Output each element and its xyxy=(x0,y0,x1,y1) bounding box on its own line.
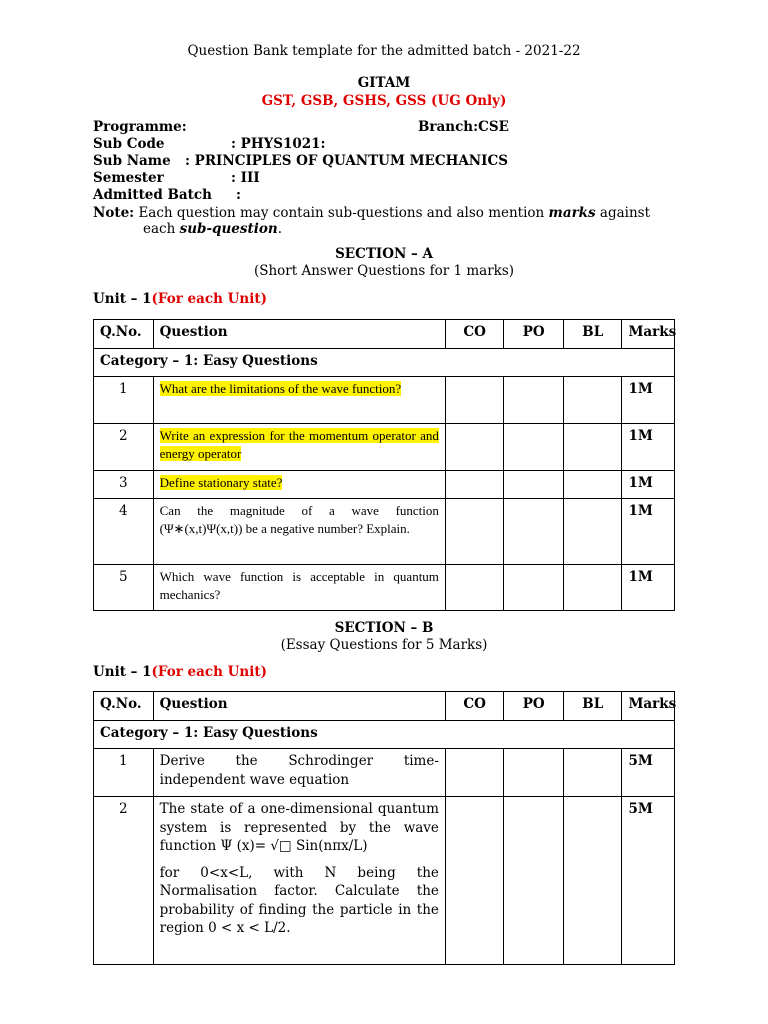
section-a-table xyxy=(93,319,675,611)
bl-cell xyxy=(564,499,622,565)
question-text: Can the magnitude of a wave function (Ψ∗(x,t)Ψ(x,t)) be a negative number? Explain. xyxy=(159,503,439,536)
marks-cell: 1M xyxy=(622,499,675,565)
question-number: 1 xyxy=(94,377,154,424)
bl-cell xyxy=(564,565,622,611)
schools-line: GST, GSB, GSHS, GSS (UG Only) xyxy=(261,93,507,109)
question-text: Define stationary state? xyxy=(159,475,283,490)
po-cell xyxy=(504,424,564,471)
po-cell xyxy=(504,377,564,424)
question-number: 1 xyxy=(94,749,154,797)
note-text-d: . xyxy=(277,221,282,237)
po-cell xyxy=(504,471,564,499)
note-subquestion: sub-question xyxy=(179,221,278,237)
bl-cell xyxy=(564,797,622,965)
co-cell xyxy=(445,749,503,797)
question-number: 5 xyxy=(94,565,154,611)
po-cell xyxy=(504,749,564,797)
section-a-title: SECTION – A xyxy=(335,246,433,262)
header-po: PO xyxy=(504,692,564,721)
table-header-row xyxy=(94,320,675,349)
note-text-b: against xyxy=(595,205,651,221)
section-b-title: SECTION – B xyxy=(334,620,434,636)
table-row xyxy=(94,749,675,797)
question-cell xyxy=(153,565,445,611)
semester-value: : III xyxy=(231,170,260,186)
category-row xyxy=(94,349,675,377)
marks-cell: 1M xyxy=(622,471,675,499)
table-row xyxy=(94,565,675,611)
header-marks: Marks xyxy=(622,692,675,721)
category-label: Category – 1: Easy Questions xyxy=(94,349,675,377)
question-cell xyxy=(153,749,445,797)
header-co: CO xyxy=(445,692,503,721)
note-line-1 xyxy=(93,205,650,221)
unit-note: (For each Unit) xyxy=(151,664,267,680)
question-text-part-1: The state of a one-dimensional quantum system is represented by the wave function Ψ (x)= √□ Sin(nπx/L) xyxy=(159,801,439,854)
co-cell xyxy=(445,471,503,499)
question-number: 3 xyxy=(94,471,154,499)
question-cell xyxy=(153,377,445,424)
header-marks: Marks xyxy=(622,320,675,349)
marks-cell: 5M xyxy=(622,797,675,965)
bl-cell xyxy=(564,377,622,424)
header-po: PO xyxy=(504,320,564,349)
table-row xyxy=(94,377,675,424)
programme-label: Programme: xyxy=(93,119,187,135)
university-name: GITAM xyxy=(357,75,411,91)
note-marks: marks xyxy=(548,205,596,221)
admitted-batch-value: : xyxy=(236,187,241,203)
template-title: Question Bank template for the admitted batch - 2021-22 xyxy=(187,43,581,59)
section-a-unit xyxy=(93,291,267,307)
category-row xyxy=(94,721,675,749)
marks-cell: 1M xyxy=(622,565,675,611)
co-cell xyxy=(445,565,503,611)
table-row xyxy=(94,797,675,965)
section-a-subtitle: (Short Answer Questions for 1 marks) xyxy=(253,263,515,279)
header-qno: Q.No. xyxy=(94,320,154,349)
marks-cell: 5M xyxy=(622,749,675,797)
question-text: What are the limitations of the wave function? xyxy=(159,381,402,396)
unit-label: Unit – 1 xyxy=(93,291,152,307)
sub-name-value: : PRINCIPLES OF QUANTUM MECHANICS xyxy=(185,153,508,169)
unit-note: (For each Unit) xyxy=(151,291,267,307)
bl-cell xyxy=(564,749,622,797)
co-cell xyxy=(445,797,503,965)
section-b-unit xyxy=(93,664,267,680)
header-bl: BL xyxy=(564,692,622,721)
table-row xyxy=(94,424,675,471)
note-text-c: each xyxy=(143,221,180,237)
header-question: Question xyxy=(153,320,445,349)
question-cell xyxy=(153,797,445,965)
bl-cell xyxy=(564,471,622,499)
question-text: Which wave function is acceptable in quantum mechanics? xyxy=(159,569,439,602)
marks-cell: 1M xyxy=(622,424,675,471)
semester-label: Semester xyxy=(93,170,164,186)
po-cell xyxy=(504,797,564,965)
table-header-row xyxy=(94,692,675,721)
question-text-part-2: for 0<x<L, with N being the Normalisation factor. Calculate the probability of finding the particle in the region 0 < x < L/2. xyxy=(159,864,439,936)
question-number: 2 xyxy=(94,797,154,965)
question-text: Write an expression for the momentum operator and energy operator xyxy=(159,428,439,461)
sub-code-value: : PHYS1021: xyxy=(231,136,326,152)
header-qno: Q.No. xyxy=(94,692,154,721)
bl-cell xyxy=(564,424,622,471)
co-cell xyxy=(445,424,503,471)
note-text-a: Each question may contain sub-questions and also mention xyxy=(134,205,549,221)
question-text: Derive the Schrodinger time-independent wave equation xyxy=(159,753,439,788)
category-label: Category – 1: Easy Questions xyxy=(94,721,675,749)
header-question: Question xyxy=(153,692,445,721)
question-cell xyxy=(153,471,445,499)
header-co: CO xyxy=(445,320,503,349)
header-bl: BL xyxy=(564,320,622,349)
marks-cell: 1M xyxy=(622,377,675,424)
co-cell xyxy=(445,377,503,424)
admitted-batch-label: Admitted Batch xyxy=(93,187,212,203)
co-cell xyxy=(445,499,503,565)
sub-name-label: Sub Name xyxy=(93,153,171,169)
po-cell xyxy=(504,565,564,611)
question-cell xyxy=(153,424,445,471)
question-number: 4 xyxy=(94,499,154,565)
section-b-table xyxy=(93,691,675,965)
table-row xyxy=(94,471,675,499)
question-number: 2 xyxy=(94,424,154,471)
question-cell xyxy=(153,499,445,565)
note-label: Note: xyxy=(93,205,135,221)
section-b-subtitle: (Essay Questions for 5 Marks) xyxy=(280,637,488,653)
sub-code-label: Sub Code xyxy=(93,136,165,152)
note-line-2 xyxy=(143,221,282,237)
unit-label: Unit – 1 xyxy=(93,664,152,680)
table-row xyxy=(94,499,675,565)
branch-label: Branch:CSE xyxy=(418,119,509,135)
po-cell xyxy=(504,499,564,565)
